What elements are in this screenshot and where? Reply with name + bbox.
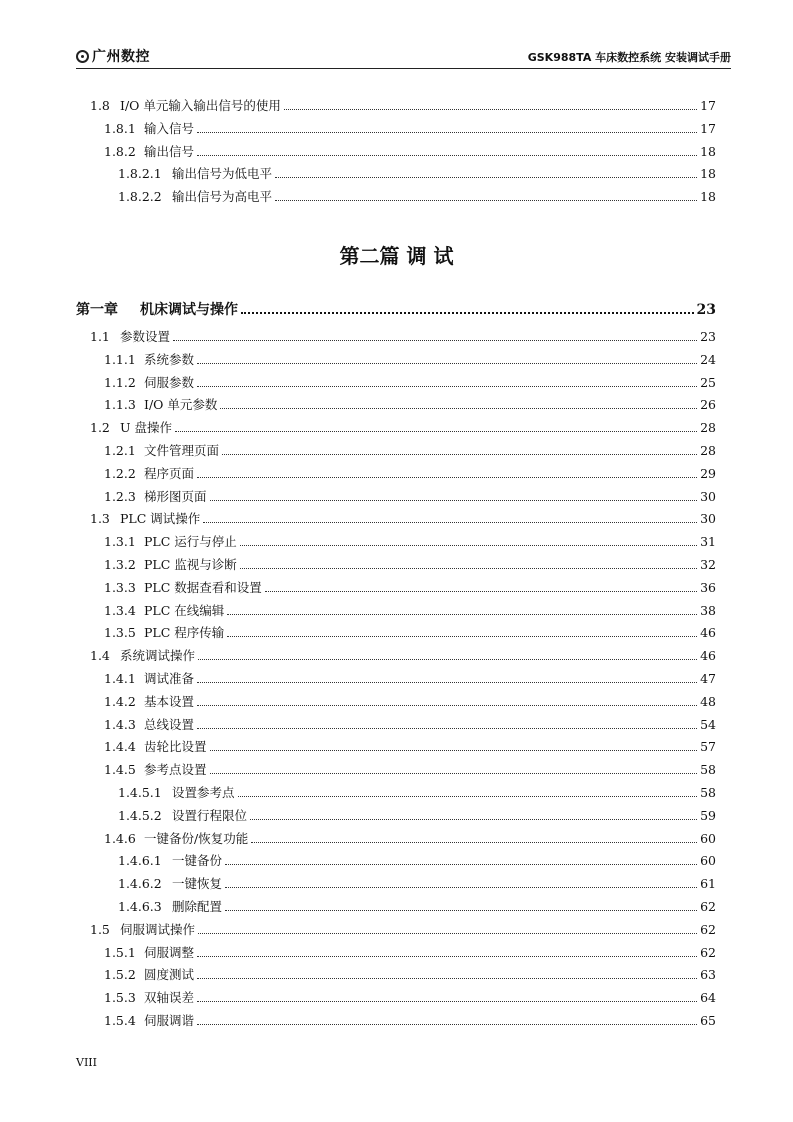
toc-entry-page: 26 (700, 397, 716, 413)
toc-entry[interactable] (104, 532, 716, 550)
dot-leader (220, 407, 697, 409)
manual-title: GSK988TA 车床数控系统 安装调试手册 (527, 51, 731, 64)
toc-entry-number: 1.5.1 (104, 944, 136, 960)
toc-entry-title: 系统参数 (144, 351, 195, 367)
toc-entry[interactable] (104, 373, 716, 391)
toc-entry-title: 输出信号为低电平 (172, 166, 273, 182)
toc-entry-title: 删除配置 (172, 899, 223, 914)
toc-entry-page: 24 (700, 351, 716, 367)
toc-entry-title: 调试准备 (144, 671, 195, 686)
toc-entry-page: 28 (700, 420, 716, 436)
toc-entry-title: 伺服调整 (144, 944, 195, 960)
toc-entry[interactable] (104, 737, 716, 755)
toc-entry-page: 18 (700, 166, 716, 182)
toc-entry-page: 38 (700, 602, 716, 618)
toc-entry-title: PLC 程序传输 (144, 625, 225, 641)
toc-entry[interactable] (90, 509, 716, 527)
toc-entry-page: 17 (700, 98, 716, 113)
toc-entry-page: 23 (700, 329, 716, 344)
toc-entry-number: 1.5 (90, 921, 110, 937)
toc-entry-page: 63 (700, 967, 716, 983)
toc-entry-page: 62 (700, 944, 716, 960)
toc-entry-page: 46 (700, 648, 716, 664)
toc-entry-number: 1.4.1 (104, 671, 136, 686)
toc-entry[interactable] (104, 464, 716, 482)
toc-entry-title: 设置参考点 (172, 785, 235, 800)
dot-leader (197, 1023, 697, 1025)
dot-leader (225, 863, 697, 865)
toc-entry-title: 参考点设置 (144, 762, 207, 778)
toc-entry-page: 60 (700, 830, 716, 846)
toc-entry[interactable] (104, 601, 716, 619)
toc-entry-page: 46 (700, 625, 716, 641)
toc-entry-number: 1.4.6.1 (118, 853, 162, 869)
toc-entry-page: 18 (700, 189, 716, 205)
toc-entry-number: 1.4.5 (104, 762, 136, 778)
toc-entry[interactable] (104, 487, 716, 505)
toc-entry-page: 31 (700, 534, 716, 550)
toc-entry-title: 一键备份 (172, 853, 223, 869)
toc-entry[interactable] (104, 988, 716, 1006)
dot-leader (222, 453, 697, 455)
toc-entry[interactable] (104, 760, 716, 778)
dot-leader (197, 955, 697, 957)
toc-entry[interactable] (104, 578, 716, 596)
toc-entry-number: 1.8 (90, 98, 110, 113)
toc-entry[interactable] (104, 692, 716, 710)
toc-entry-number: 1.8.2 (104, 143, 136, 159)
toc-entry-page: 59 (700, 807, 716, 823)
toc-entry-number: 1.1.3 (104, 397, 136, 413)
toc-entry-page: 29 (700, 465, 716, 481)
toc-entry[interactable] (104, 943, 716, 961)
toc-entry-title: PLC 数据查看和设置 (144, 579, 262, 595)
toc-entry[interactable] (104, 395, 716, 413)
toc-entry[interactable] (118, 851, 716, 869)
toc-entry-number: 1.8.2.1 (118, 166, 162, 182)
dot-leader (210, 499, 698, 501)
toc-entry[interactable] (104, 669, 716, 687)
dot-leader (238, 795, 698, 797)
toc-entry-title: 总线设置 (144, 716, 195, 732)
toc-entry-number: 1.3.4 (104, 602, 136, 618)
toc-entry-title: 程序页面 (144, 465, 195, 481)
toc-entry-page: 18 (700, 143, 716, 159)
toc-entry-page: 17 (700, 120, 716, 136)
toc-entry-number: 1.8.1 (104, 120, 136, 136)
toc-entry-title: 系统调试操作 (120, 648, 196, 664)
dot-leader (197, 385, 697, 387)
toc-entry-number: 1.2.1 (104, 443, 136, 458)
toc-entry-number: 1.1 (90, 329, 110, 344)
dot-leader (197, 977, 697, 979)
toc-entry-title: 参数设置 (120, 329, 171, 344)
toc-entry-page: 30 (700, 511, 716, 527)
toc-entry[interactable] (118, 187, 716, 205)
toc-entry-number: 1.4.6 (104, 830, 136, 846)
toc-entry-number: 1.8.2.2 (118, 189, 162, 205)
page-header (76, 42, 731, 69)
toc-entry-title: 输出信号 (144, 143, 195, 159)
toc-entry-number: 1.4.6.2 (118, 876, 162, 892)
dot-leader (250, 818, 697, 820)
chapter-page: 23 (696, 302, 716, 318)
toc-entry-title: PLC 监视与诊断 (144, 557, 237, 572)
toc-entry-page: 47 (700, 671, 716, 686)
toc-entry[interactable] (90, 920, 716, 938)
dot-leader (197, 681, 697, 683)
toc-entry-page: 58 (700, 762, 716, 778)
toc-entry-title: PLC 运行与停止 (144, 534, 237, 550)
toc-entry[interactable] (104, 715, 716, 733)
toc-entry-title: U 盘操作 (120, 420, 173, 436)
page-number: VIII (76, 1056, 97, 1069)
dot-leader (197, 727, 697, 729)
gsk-logo-icon (76, 50, 89, 63)
toc-entry-page: 65 (700, 1013, 716, 1028)
toc-entry-page: 61 (700, 876, 716, 892)
toc-entry[interactable] (118, 806, 716, 824)
logo-text: 广州数控 (92, 49, 150, 65)
dot-leader (197, 476, 697, 478)
dot-leader (197, 154, 697, 156)
toc-entry-number: 1.4 (90, 648, 110, 664)
toc-entry-number: 1.1.2 (104, 374, 136, 390)
toc-entry-page: 64 (700, 990, 716, 1006)
toc-entry-title: 双轴误差 (144, 990, 195, 1006)
toc-entry[interactable] (118, 897, 716, 915)
toc-entry-page: 28 (700, 443, 716, 458)
dot-leader (284, 108, 697, 110)
chapter-title: 机床调试与操作 (140, 302, 238, 318)
toc-entry-title: PLC 调试操作 (120, 511, 201, 527)
dot-leader (173, 339, 697, 341)
toc-entry-page: 54 (700, 716, 716, 732)
dot-leader (241, 311, 694, 314)
toc-entry-title: I/O 单元参数 (144, 397, 218, 413)
toc-entry[interactable] (104, 119, 716, 137)
dot-leader (275, 199, 697, 201)
dot-leader (225, 909, 697, 911)
toc-entry[interactable] (90, 327, 716, 345)
dot-leader (227, 635, 697, 637)
toc-entry-title: 圆度测试 (144, 967, 195, 983)
toc-entry[interactable] (104, 1011, 716, 1029)
toc-entry-number: 1.2 (90, 420, 110, 436)
toc-entry-number: 1.1.1 (104, 351, 136, 367)
toc-entry-title: PLC 在线编辑 (144, 602, 225, 618)
dot-leader (251, 841, 697, 843)
toc-entry[interactable] (104, 441, 716, 459)
dot-leader (198, 932, 697, 934)
toc-entry[interactable] (90, 646, 716, 664)
toc-entry-page: 32 (700, 557, 716, 572)
toc-entry-title: 一键恢复 (172, 876, 223, 892)
toc-entry-page: 62 (700, 899, 716, 914)
toc-entry-number: 1.2.2 (104, 465, 136, 481)
toc-entry-number: 1.3.5 (104, 625, 136, 641)
toc-entry-title: 输出信号为高电平 (172, 189, 273, 205)
toc-entry[interactable] (104, 965, 716, 983)
toc-entry-title: 齿轮比设置 (144, 739, 207, 755)
dot-leader (210, 749, 698, 751)
toc-entry-number: 1.2.3 (104, 488, 136, 504)
toc-entry-number: 1.4.3 (104, 716, 136, 732)
dot-leader (225, 886, 697, 888)
toc-entry-number: 1.4.2 (104, 693, 136, 709)
dot-leader (197, 362, 697, 364)
dot-leader (175, 430, 697, 432)
toc-entry-title: 文件管理页面 (144, 443, 220, 458)
toc-entry-title: 一键备份/恢复功能 (144, 830, 249, 846)
toc-entry-page: 36 (700, 579, 716, 595)
dot-leader (210, 772, 698, 774)
toc-entry-page: 25 (700, 374, 716, 390)
toc-entry-number: 1.3.2 (104, 557, 136, 572)
toc-entry-title: 基本设置 (144, 693, 195, 709)
toc-entry[interactable] (104, 555, 716, 573)
toc-entry-page: 30 (700, 488, 716, 504)
part-title: 第二篇 调 试 (339, 244, 454, 268)
toc-entry-title: 设置行程限位 (172, 807, 248, 823)
toc-entry-number: 1.4.6.3 (118, 899, 162, 914)
toc-entry-number: 1.4.5.2 (118, 807, 162, 823)
dot-leader (198, 658, 697, 660)
toc-entry-number: 1.5.4 (104, 1013, 136, 1028)
toc-entry-title: 伺服参数 (144, 374, 195, 390)
brand-logo (76, 46, 150, 66)
toc-entry[interactable] (104, 142, 716, 160)
toc-entry-number: 1.3 (90, 511, 110, 527)
toc-entry[interactable] (118, 783, 716, 801)
toc-entry-number: 1.3.1 (104, 534, 136, 550)
toc-chapter-entry[interactable] (76, 300, 716, 318)
toc-entry[interactable] (90, 96, 716, 114)
toc-entry-number: 1.4.4 (104, 739, 136, 755)
dot-leader (265, 590, 697, 592)
toc-entry-title: 伺服调谐 (144, 1013, 195, 1028)
toc-entry[interactable] (104, 623, 716, 641)
toc-entry-number: 1.3.3 (104, 579, 136, 595)
toc-entry-title: I/O 单元输入输出信号的使用 (120, 98, 281, 113)
dot-leader (275, 176, 697, 178)
dot-leader (197, 131, 697, 133)
toc-entry-page: 60 (700, 853, 716, 869)
toc-entry[interactable] (118, 164, 716, 182)
dot-leader (197, 1000, 697, 1002)
toc-entry-page: 58 (700, 785, 716, 800)
dot-leader (197, 704, 697, 706)
toc-entry-title: 输入信号 (144, 120, 195, 136)
toc-entry[interactable] (90, 418, 716, 436)
dot-leader (227, 613, 697, 615)
toc-entry-title: 梯形图页面 (144, 488, 207, 504)
toc-entry-number: 1.5.2 (104, 967, 136, 983)
dot-leader (203, 521, 697, 523)
toc-entry-number: 1.4.5.1 (118, 785, 162, 800)
toc-entry-title: 伺服调试操作 (120, 921, 196, 937)
toc-entry[interactable] (104, 829, 716, 847)
toc-entry-number: 1.5.3 (104, 990, 136, 1006)
dot-leader (240, 567, 697, 569)
toc-entry-page: 48 (700, 693, 716, 709)
chapter-number: 第一章 (76, 302, 118, 318)
toc-entry-page: 57 (700, 739, 716, 755)
toc-entry-page: 62 (700, 921, 716, 937)
dot-leader (240, 544, 697, 546)
toc-entry[interactable] (104, 350, 716, 368)
toc-entry[interactable] (118, 874, 716, 892)
